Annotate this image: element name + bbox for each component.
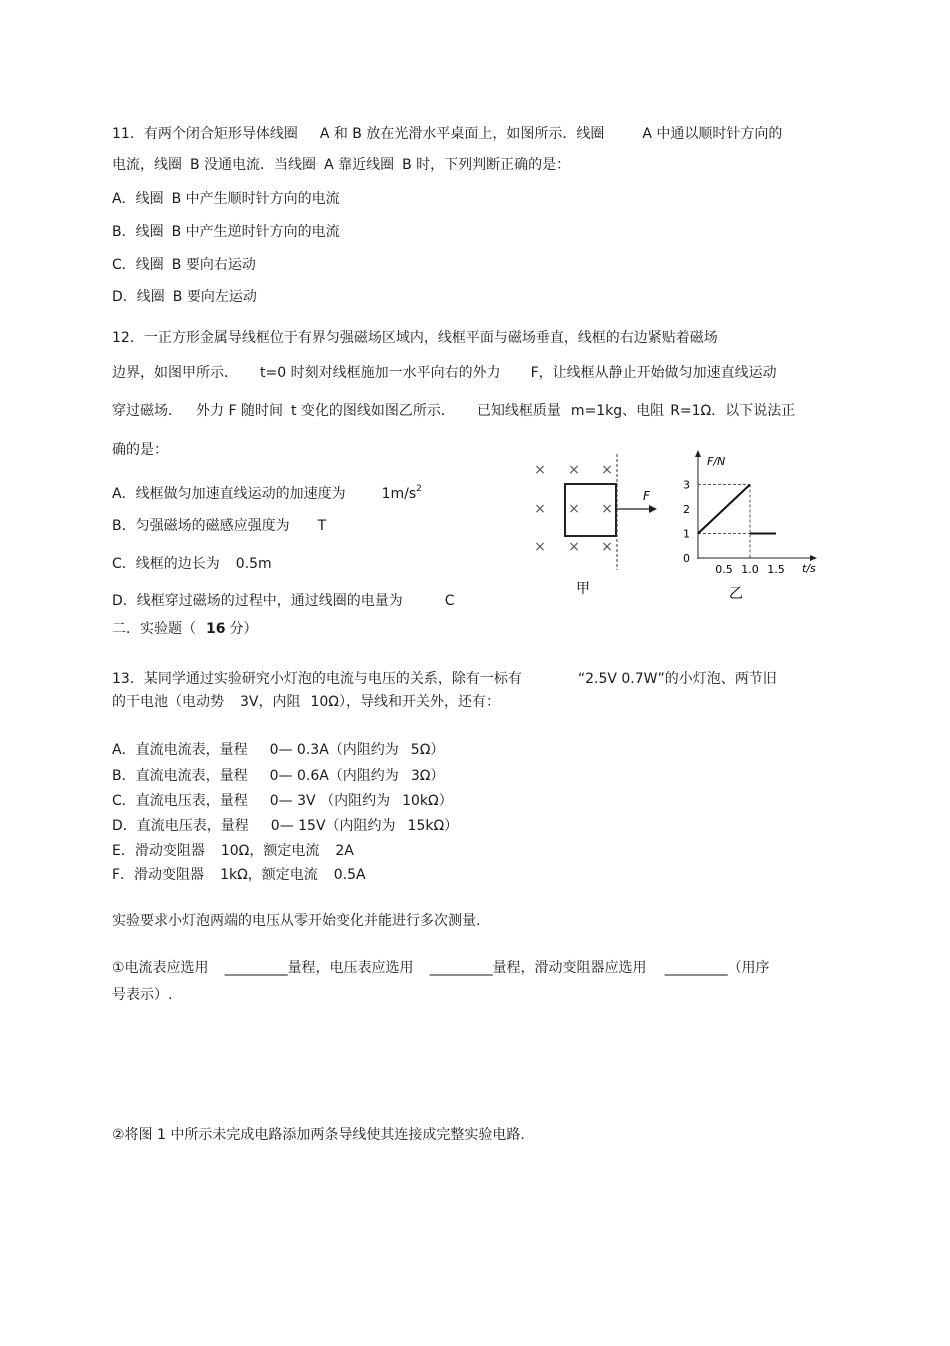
x-axis-arrow — [810, 555, 817, 561]
x-axis-label: t/s — [802, 562, 816, 575]
x-tick-label: 0.5 — [715, 563, 733, 576]
q12-stem-line2: 边界，如图甲所示． t=0 时刻对线框施加一水平向右的外力 F，让线框从静止开始做匀加速直线运动 — [112, 365, 777, 381]
field-cross: × — [568, 539, 580, 555]
q11-option-a: A．线圈 B 中产生顺时针方向的电流 — [112, 191, 340, 207]
figure-yi-chart — [672, 448, 822, 606]
q12-option-d: D．线框穿过磁场的过程中，通过线圈的电量为 C — [112, 593, 455, 609]
figure-yi-caption: 乙 — [729, 586, 743, 602]
q12-option-c: C．线框的边长为 0.5m — [112, 556, 272, 572]
q11-option-c: C．线圈 B 要向右运动 — [112, 257, 256, 273]
x-tick-label: 1.5 — [767, 563, 785, 576]
answer-blank-rheostat: _________（用序 — [664, 960, 770, 976]
y-tick-label: 2 — [683, 503, 690, 516]
q13-option-d: D．直流电压表，量程 0— 15V（内阻约为 15kΩ） — [112, 818, 459, 834]
field-cross: × — [534, 501, 546, 517]
q11-option-b: B．线圈 B 中产生逆时针方向的电流 — [112, 224, 340, 240]
force-label: F — [643, 489, 650, 503]
y-axis-label: F/N — [707, 455, 726, 468]
q13-option-b: B．直流电流表，量程 0— 0.6A（内阻约为 3Ω） — [112, 768, 445, 784]
field-cross: × — [601, 462, 613, 478]
field-cross: × — [568, 462, 580, 478]
field-cross: × — [601, 539, 613, 555]
q11-stem-line1: 11．有两个闭合矩形导体线圈 A 和 B 放在光滑水平桌面上，如图所示．线圈 A 中通以顺时针方向的 — [112, 126, 783, 142]
q13-sub1: ①电流表应选用 _________量程，电压表应选用 _________量程，滑动变阻器应选用 _________（用序 — [112, 960, 770, 976]
field-cross: × — [534, 462, 546, 478]
field-cross: × — [568, 501, 580, 517]
field-cross: × — [601, 501, 613, 517]
force-arrowhead — [649, 505, 657, 513]
y-tick-label: 1 — [683, 527, 690, 541]
x-tick-label: 1.0 — [741, 563, 759, 576]
answer-blank-voltmeter: _________量程，滑动变阻器应选用 — [429, 960, 647, 976]
q13-option-e: E．滑动变阻器 10Ω，额定电流 2A — [112, 843, 354, 859]
field-cross: × — [534, 539, 546, 555]
q12-stem-line4: 确的是： — [112, 442, 168, 458]
q13-sub2: ②将图 1 中所示未完成电路添加两条导线使其连接成完整实验电路. — [112, 1127, 525, 1143]
q12-stem-line1: 12．一正方形金属导线框位于有界匀强磁场区域内，线框平面与磁场垂直，线框的右边紧贴着磁场 — [112, 330, 718, 346]
y-axis-arrow — [695, 450, 701, 457]
q11-stem-line2: 电流，线圈 B 没通电流．当线圈 A 靠近线圈 B 时，下列判断正确的是： — [112, 157, 571, 173]
answer-blank-ammeter: _________量程，电压表应选用 — [224, 960, 414, 976]
q13-sub1-cont: 号表示）. — [112, 987, 173, 1003]
q12-option-a: A．线框做匀加速直线运动的加速度为 $1m/s^2$ — [112, 484, 422, 502]
section2-heading: 二．实验题（ 16 分） — [112, 621, 258, 637]
q13-stem-line1: 13．某同学通过实验研究小灯泡的电流与电压的关系，除有一标有 “2.5V 0.7W”的小灯泡、两节旧 — [112, 671, 777, 687]
q13-stem-line2: 的干电池（电动势 3V，内阻 10Ω），导线和开关外，还有： — [112, 694, 500, 710]
q13-requirement: 实验要求小灯泡两端的电压从零开始变化并能进行多次测量. — [112, 913, 481, 929]
q12-option-b: B．匀强磁场的磁感应强度为 T — [112, 518, 327, 534]
q13-option-c: C．直流电压表，量程 0— 3V （内阻约为 10kΩ） — [112, 793, 453, 809]
figure-jia — [525, 452, 665, 602]
series-line-ramp — [698, 485, 750, 534]
q13-option-f: F．滑动变阻器 1kΩ，额定电流 0.5A — [112, 867, 366, 883]
q13-option-a: A．直流电流表，量程 0— 0.3A（内阻约为 5Ω） — [112, 742, 445, 758]
q12-stem-line3: 穿过磁场． 外力 F 随时间 t 变化的图线如图乙所示． 已知线框质量 m=1kg、电阻 R=1Ω．以下说法正 — [112, 403, 796, 419]
q11-option-d: D．线圈 B 要向左运动 — [112, 289, 257, 305]
y-tick-label: 0 — [683, 552, 690, 565]
y-tick-label: 3 — [683, 478, 690, 492]
figure-jia-caption: 甲 — [576, 581, 590, 597]
